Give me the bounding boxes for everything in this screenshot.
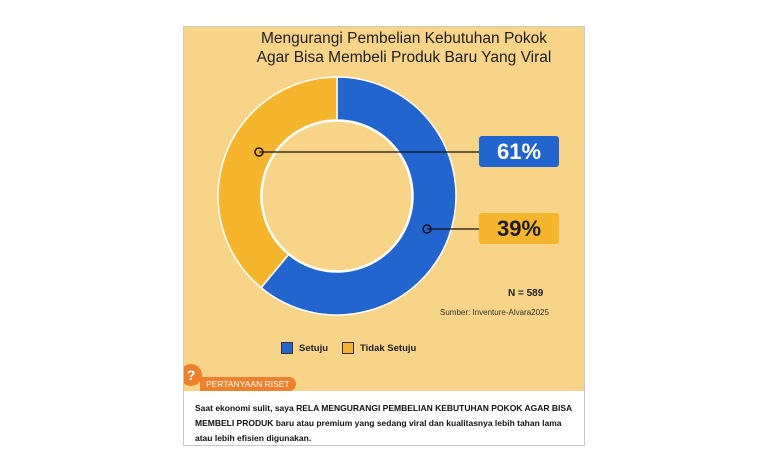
legend-swatch-tidak-setuju [342,342,354,354]
tidak-setuju-percent-badge: 39% [479,213,559,244]
legend-label-setuju: Setuju [299,342,329,354]
setuju-percent-badge: 61% [479,136,559,167]
infographic-card [183,26,585,446]
chart-title-line-1: Mengurangi Pembelian Kebutuhan Pokok [260,30,548,47]
question-text: Saat ekonomi sulit, saya RELA MENGURANGI PEMBELIAN KEBUTUHAN POKOK AGAR BISA MEMBELI PRODUK baru atau premium yang sedang viral dan kualitasnya lebih tahan lama atau lebih efisien digunakan. [195,403,572,443]
donut-hole [262,121,412,271]
question-mark-icon: ? [183,364,202,386]
legend-item-tidak-setuju [342,342,416,354]
question-tab: PERTANYAAN RISET [200,377,296,391]
chart-title-line-2: Agar Bisa Membeli Produk Baru Yang Viral [256,49,552,66]
legend-swatch-setuju [281,342,293,354]
sample-size-label: N = 589 [508,288,544,299]
source-label: Sumber: Inventure-Alvara2025 [440,308,549,317]
legend-item-setuju [281,342,328,354]
legend-label-tidak-setuju: Tidak Setuju [360,342,417,354]
chart-legend [281,341,416,355]
